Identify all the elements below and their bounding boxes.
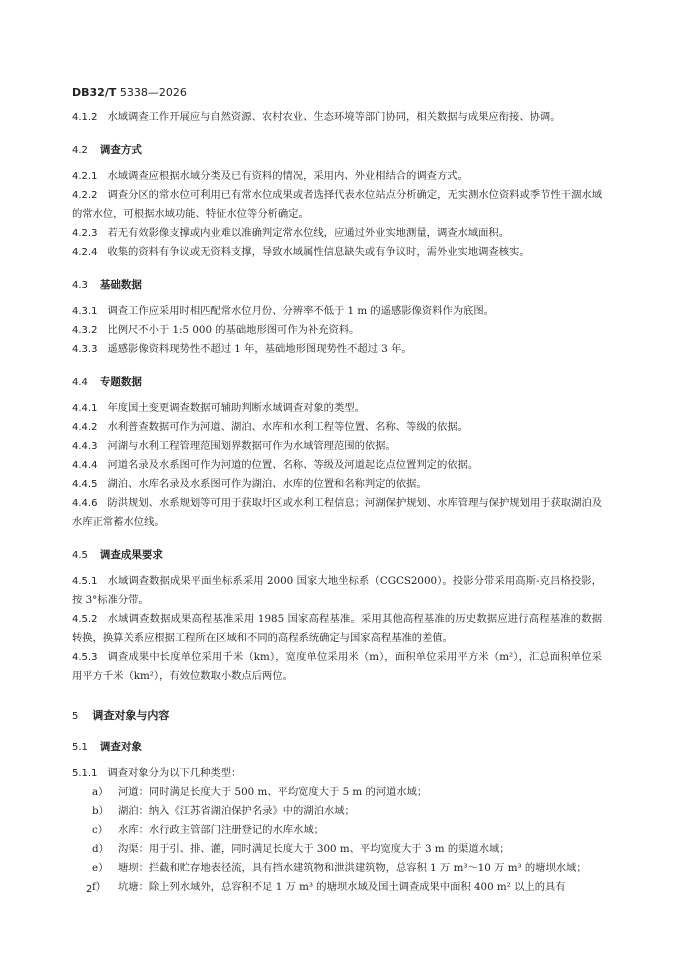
- clause-4-4-3: 4.4.3 河湖与水利工程管理范围划界数据可作为水域管理范围的依据。: [72, 440, 396, 452]
- standard-code-number: 5338—2026: [119, 86, 187, 99]
- clause-4-1-2: 4.1.2 水域调查工作开展应与自然资源、农村农业、生态环境等部门协同，相关数据与成果应衔接、协调。: [72, 111, 561, 123]
- clause-4-4-2: 4.4.2 水利普查数据可作为河道、湖泊、水库和水利工程等位置、名称、等级的依据。: [72, 421, 468, 433]
- clause-4-5-1: 4.5.1 水域调查数据成果平面坐标系采用 2000 国家大地坐标系（CGCS2000）。投影分带采用高斯-克吕格投影，按 3°标准分带。: [72, 575, 602, 606]
- list-item: d） 沟渠：用于引、排、灌，同时满足长度大于 300 m、平均宽度大于 3 m 的渠道水域；: [92, 843, 510, 855]
- clause-4-3-3: 4.3.3 遥感影像资料现势性不超过 1 年，基础地形图现势性不超过 3 年。: [72, 343, 412, 355]
- clause-4-4-6: 4.4.6 防洪规划、水系规划等可用于获取圩区或水利工程信息；河湖保护规划、水库管理与保护规划用于获取湖泊及水库正常蓄水位线。: [72, 497, 602, 528]
- section-4-4-heading: 4.4 专题数据: [72, 376, 142, 388]
- standard-code-prefix: DB32/T: [72, 86, 117, 99]
- section-5-1-heading: 5.1 调查对象: [72, 741, 142, 753]
- document-body: [72, 108, 602, 897]
- section-4-3-heading: 4.3 基础数据: [72, 279, 142, 291]
- section-4-5-heading: 4.5 调查成果要求: [72, 549, 163, 561]
- clause-4-2-1: 4.2.1 水域调查应根据水域分类及已有资料的情况，采用内、外业相结合的调查方式。: [72, 170, 468, 182]
- clause-4-4-4: 4.4.4 河道名录及水系图可作为河道的位置、名称、等级及河道起讫点位置判定的依据。: [72, 459, 479, 471]
- clause-4-4-1: 4.4.1 年度国土变更调查数据可辅助判断水域调查对象的类型。: [72, 402, 365, 414]
- clause-4-5-2: 4.5.2 水域调查数据成果高程基准采用 1985 国家高程基准。采用其他高程基准的历史数据应进行高程基准的数据转换，换算关系应根据工程所在区域和不同的高程系统确定与国家高程基准的差值。: [72, 613, 602, 644]
- list-item: c） 水库：水行政主管部门注册登记的水库水域；: [92, 824, 324, 836]
- document-header: [72, 86, 187, 99]
- page-number: 2: [86, 884, 93, 895]
- clause-4-2-4: 4.2.4 收集的资料有争议或无资料支撑，导致水域属性信息缺失或有争议时，需外业实地调查核实。: [72, 246, 530, 258]
- clause-4-3-1: 4.3.1 调查工作应采用时相匹配常水位月份、分辨率不低于 1 m 的遥感影像资料作为底图。: [72, 305, 494, 317]
- list-item: a） 河道：同时满足长度大于 500 m、平均宽度大于 5 m 的河道水域；: [92, 786, 428, 798]
- clause-4-2-3: 4.2.3 若无有效影像支撑或内业难以准确判定常水位线，应通过外业实地测量，调查水域面积。: [72, 227, 510, 239]
- list-item: f） 坑塘：除上列水域外，总容积不足 1 万 m³ 的塘坝水域及国土调查成果中面积 400 m² 以上的具有: [92, 881, 566, 893]
- clause-4-3-2: 4.3.2 比例尺不小于 1:5 000 的基础地形图可作为补充资料。: [72, 324, 360, 336]
- clause-4-4-5: 4.4.5 湖泊、水库名录及水系图可作为湖泊、水库的位置和名称判定的依据。: [72, 478, 427, 490]
- list-item: e） 塘坝：拦截和贮存地表径流，具有挡水建筑物和泄洪建筑物，总容积 1 万 m³～10 万 m³ 的塘坝水域；: [92, 862, 587, 874]
- clause-5-1-1: 5.1.1 调查对象分为以下几种类型：: [72, 767, 242, 779]
- clause-4-2-2: 4.2.2 调查分区的常水位可利用已有常水位成果或者选择代表水位站点分析确定，无实测水位资料或季节性干涸水域的常水位，可根据水域功能、特征水位等分析确定。: [72, 189, 602, 220]
- list-item: b） 湖泊：纳入《江苏省湖泊保护名录》中的湖泊水域；: [92, 805, 355, 817]
- chapter-5-heading: 5 调查对象与内容: [72, 709, 170, 722]
- clause-4-5-3: 4.5.3 调查成果中长度单位采用千米（km），宽度单位采用米（m），面积单位采用平方米（m²），汇总面积单位采用平方千米（km²），有效位数取小数点后两位。: [72, 651, 602, 682]
- section-4-2-heading: 4.2 调查方式: [72, 144, 142, 156]
